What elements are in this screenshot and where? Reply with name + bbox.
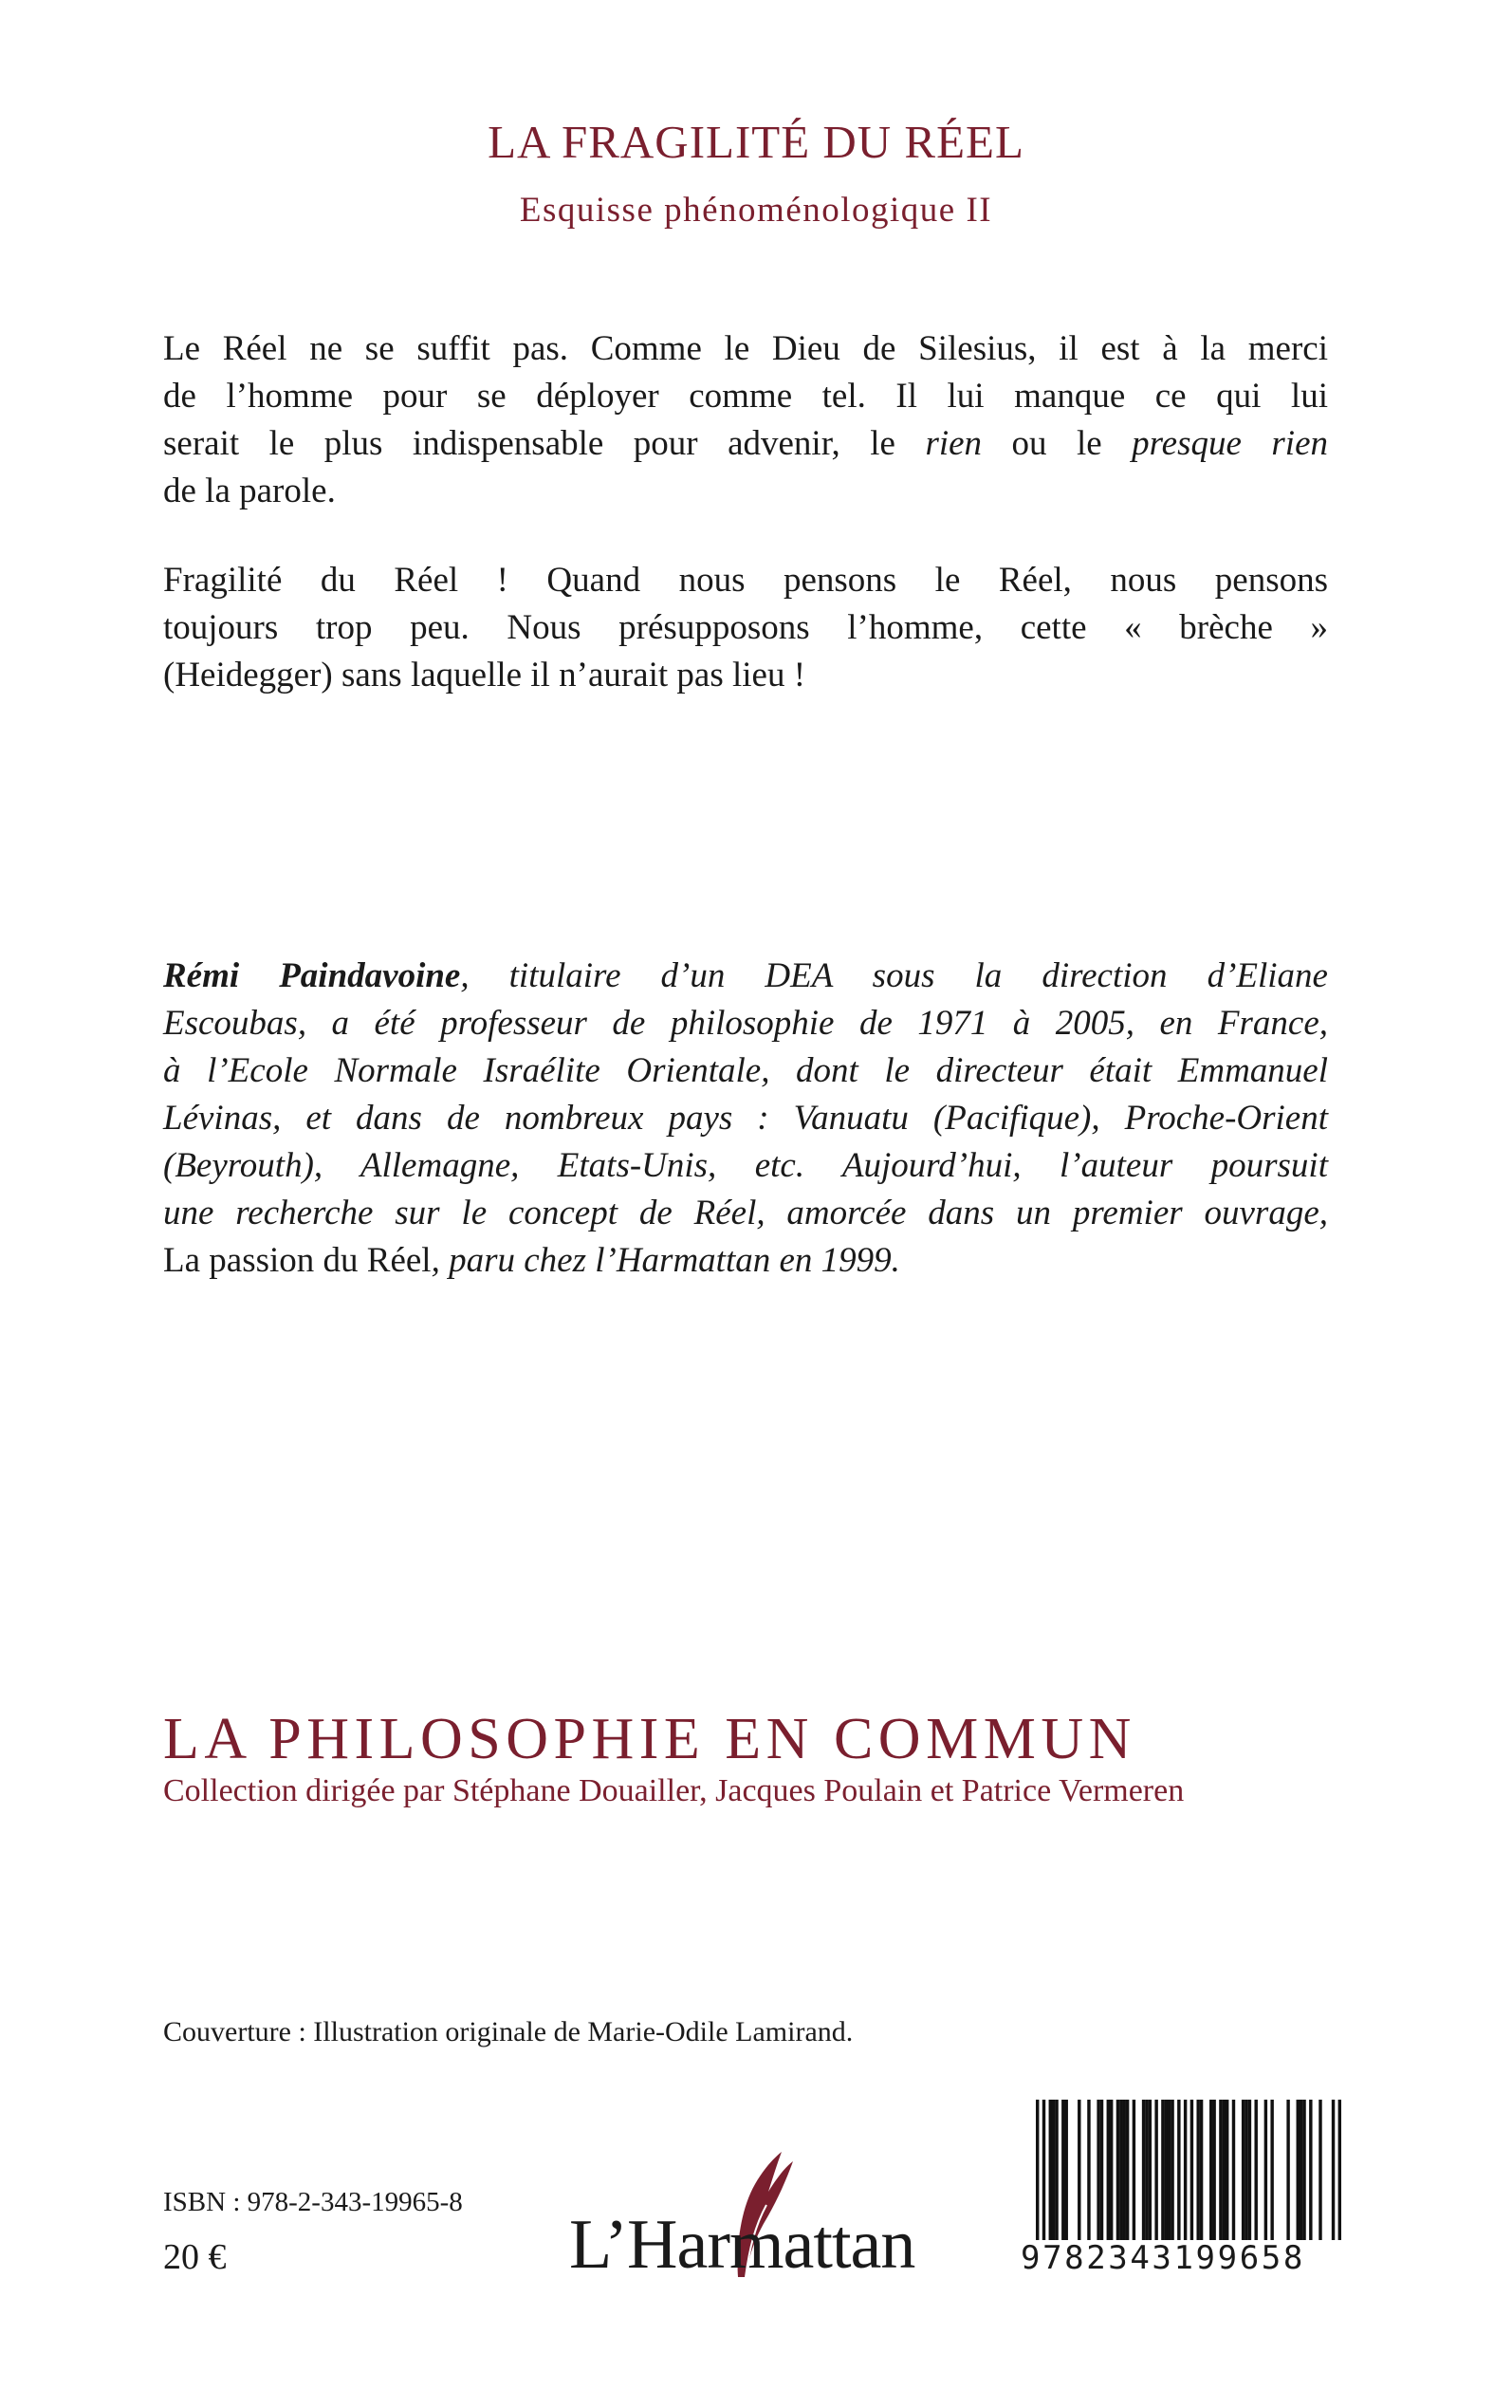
collection-editors: Collection dirigée par Stéphane Douailler, Jacques Poulain et Patrice Vermeren xyxy=(163,1773,1185,1808)
barcode-bar xyxy=(1133,2100,1135,2240)
barcode-bar xyxy=(1165,2100,1168,2240)
bio-line: Escoubas, a été professeur de philosophie de 1971 à 2005, en France, xyxy=(163,1004,1328,1043)
barcode-bar xyxy=(1142,2100,1145,2240)
barcode-bar xyxy=(1049,2100,1052,2240)
publisher-name: L’Harmattan xyxy=(569,2206,915,2284)
barcode-bar xyxy=(1123,2100,1126,2240)
blurb-line: de l’homme pour se déployer comme tel. Il lui manque ce qui lui xyxy=(163,377,1328,416)
barcode-bar xyxy=(1209,2100,1212,2240)
bio-line: à l’Ecole Normale Israélite Orientale, dont le directeur était Emmanuel xyxy=(163,1051,1328,1090)
barcode-bar xyxy=(1338,2100,1341,2240)
barcode-bar xyxy=(1087,2100,1090,2240)
bio-line xyxy=(163,953,1328,1000)
barcode-bar xyxy=(1078,2100,1080,2240)
bio-text: , paru chez l’Harmattan en 1999. xyxy=(431,1241,900,1280)
blurb-line: (Heidegger) sans laquelle il n’aurait pas lieu ! xyxy=(163,656,806,695)
blurb-emphasis: presque rien xyxy=(1132,424,1328,463)
barcode-number: 9782343199658 xyxy=(1021,2239,1305,2277)
bio-text: , titulaire d’un DEA sous la direction d’Eliane xyxy=(460,956,1328,995)
barcode-bar xyxy=(1332,2100,1335,2240)
blurb-paragraph-1 xyxy=(163,325,1328,515)
blurb-text: ou le xyxy=(982,424,1133,463)
barcode-bar xyxy=(1100,2100,1103,2240)
barcode-bar xyxy=(1248,2100,1251,2240)
barcode-bar xyxy=(1226,2100,1228,2240)
barcode-bar xyxy=(1270,2100,1273,2240)
blurb-paragraph-2 xyxy=(163,557,1328,699)
barcode-bar xyxy=(1190,2100,1193,2240)
barcode-bar xyxy=(1254,2100,1257,2240)
barcode-bar xyxy=(1297,2100,1300,2240)
barcode-bar xyxy=(1219,2100,1222,2240)
barcode-bar xyxy=(1149,2100,1152,2240)
barcode-bar xyxy=(1061,2100,1064,2240)
barcode-bar xyxy=(1196,2100,1199,2240)
collection-name: LA PHILOSOPHIE EN COMMUN xyxy=(163,1707,1136,1771)
barcode-bar xyxy=(1107,2100,1110,2240)
blurb-line: toujours trop peu. Nous présupposons l’homme, cette « brèche » xyxy=(163,608,1328,647)
blurb-text: serait le plus indispensable pour advenir, le xyxy=(163,424,926,463)
barcode xyxy=(1036,2100,1341,2240)
barcode-bar xyxy=(1065,2100,1068,2240)
blurb-line: Fragilité du Réel ! Quand nous pensons le Réel, nous pensons xyxy=(163,561,1328,600)
barcode-bar xyxy=(1309,2100,1312,2240)
barcode-bar xyxy=(1052,2100,1055,2240)
barcode-bar xyxy=(1242,2100,1245,2240)
cover-credit: Couverture : Illustration originale de Marie-Odile Lamirand. xyxy=(163,2016,854,2047)
barcode-bar xyxy=(1055,2100,1058,2240)
barcode-bar xyxy=(1286,2100,1289,2240)
barcode-bar xyxy=(1097,2100,1099,2240)
book-title: LA FRAGILITÉ DU RÉEL xyxy=(488,116,1024,168)
barcode-bar xyxy=(1223,2100,1226,2240)
author-bio xyxy=(163,953,1328,1285)
barcode-bar xyxy=(1184,2100,1187,2240)
barcode-bar xyxy=(1318,2100,1321,2240)
barcode-bar xyxy=(1212,2100,1215,2240)
bio-line: Lévinas, et dans de nombreux pays : Vanuatu (Pacifique), Proche-Orient xyxy=(163,1099,1328,1138)
book-reference: La passion du Réel xyxy=(163,1241,432,1280)
price: 20 € xyxy=(163,2237,227,2277)
barcode-bar xyxy=(1232,2100,1235,2240)
barcode-bar xyxy=(1168,2100,1171,2240)
barcode-bar xyxy=(1042,2100,1045,2240)
barcode-bar xyxy=(1300,2100,1302,2240)
bio-line: une recherche sur le concept de Réel, amorcée dans un premier ouvrage, xyxy=(163,1194,1328,1232)
bio-line xyxy=(163,1237,1328,1285)
barcode-bar xyxy=(1200,2100,1203,2240)
barcode-bar xyxy=(1119,2100,1122,2240)
blurb-line xyxy=(163,420,1328,468)
isbn: ISBN : 978-2-343-19965-8 xyxy=(163,2187,463,2217)
barcode-bar xyxy=(1245,2100,1247,2240)
barcode-bar xyxy=(1110,2100,1113,2240)
barcode-bar xyxy=(1177,2100,1180,2240)
bio-line: (Beyrouth), Allemagne, Etats-Unis, etc. Aujourd’hui, l’auteur poursuit xyxy=(163,1146,1328,1185)
barcode-bar xyxy=(1126,2100,1129,2240)
blurb-emphasis: rien xyxy=(925,424,983,463)
publisher-logo xyxy=(569,2135,930,2287)
blurb-line: Le Réel ne se suffit pas. Comme le Dieu de Silesius, il est à la merci xyxy=(163,329,1328,368)
barcode-bar xyxy=(1302,2100,1305,2240)
blurb-line: de la parole. xyxy=(163,472,336,510)
author-name: Rémi Paindavoine xyxy=(163,956,461,995)
barcode-bar xyxy=(1161,2100,1164,2240)
barcode-bar xyxy=(1264,2100,1267,2240)
barcode-bar xyxy=(1116,2100,1119,2240)
book-subtitle: Esquisse phénoménologique II xyxy=(519,191,993,230)
barcode-bar xyxy=(1171,2100,1173,2240)
barcode-bar xyxy=(1154,2100,1157,2240)
barcode-bar xyxy=(1145,2100,1148,2240)
barcode-bar xyxy=(1036,2100,1039,2240)
